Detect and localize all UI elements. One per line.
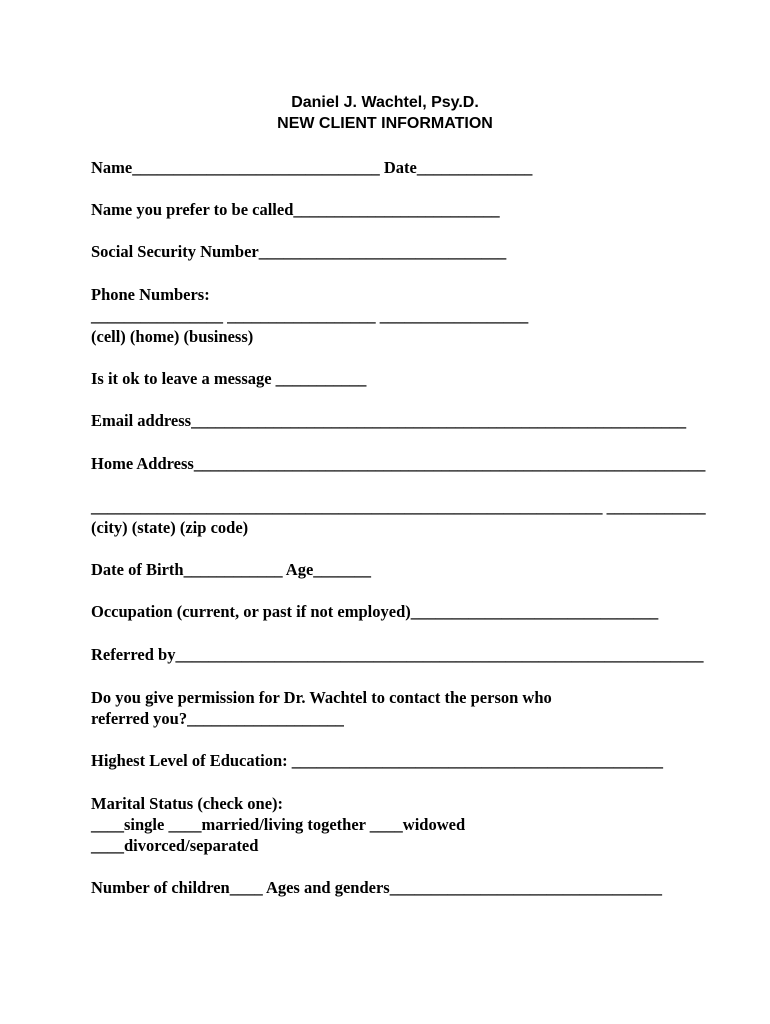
occupation-field[interactable]: Occupation (current, or past if not employed)______________________________ (91, 602, 659, 621)
home-address-field[interactable]: Home Address______________________________________________________________ (91, 454, 706, 473)
ssn-field[interactable]: Social Security Number______________________________ (91, 242, 507, 261)
permission-question: Do you give permission for Dr. Wachtel to contact the person who (91, 688, 552, 707)
phone-numbers-blanks[interactable]: ________________ __________________ __________________ (91, 306, 529, 325)
dob-age-field[interactable]: Date of Birth____________ Age_______ (91, 560, 372, 579)
permission-answer-field[interactable]: referred you?___________________ (91, 709, 344, 728)
phone-numbers-label: Phone Numbers: (91, 285, 210, 304)
leave-message-field[interactable]: Is it ok to leave a message ___________ (91, 369, 367, 388)
email-field[interactable]: Email address____________________________________________________________ (91, 411, 687, 430)
preferred-name-field[interactable]: Name you prefer to be called_________________________ (91, 200, 500, 219)
form-title: NEW CLIENT INFORMATION (277, 115, 493, 132)
marital-status-label: Marital Status (check one): (91, 794, 284, 813)
referred-by-field[interactable]: Referred by________________________________________________________________ (91, 645, 704, 664)
doctor-name: Daniel J. Wachtel, Psy.D. (291, 94, 479, 111)
address-parts-label: (city) (state) (zip code) (91, 518, 249, 537)
address-continuation-blank[interactable]: ______________________________________________________________ ____________ (91, 497, 706, 516)
marital-options-row2[interactable]: ____divorced/separated (91, 836, 259, 855)
children-field[interactable]: Number of children____ Ages and genders_________________________________ (91, 878, 662, 897)
phone-types-label: (cell) (home) (business) (91, 327, 254, 346)
marital-options-row1[interactable]: ____single ____married/living together ____widowed (91, 815, 466, 834)
education-field[interactable]: Highest Level of Education: _____________________________________________ (91, 751, 663, 770)
name-date-field[interactable]: Name______________________________ Date______________ (91, 158, 533, 177)
